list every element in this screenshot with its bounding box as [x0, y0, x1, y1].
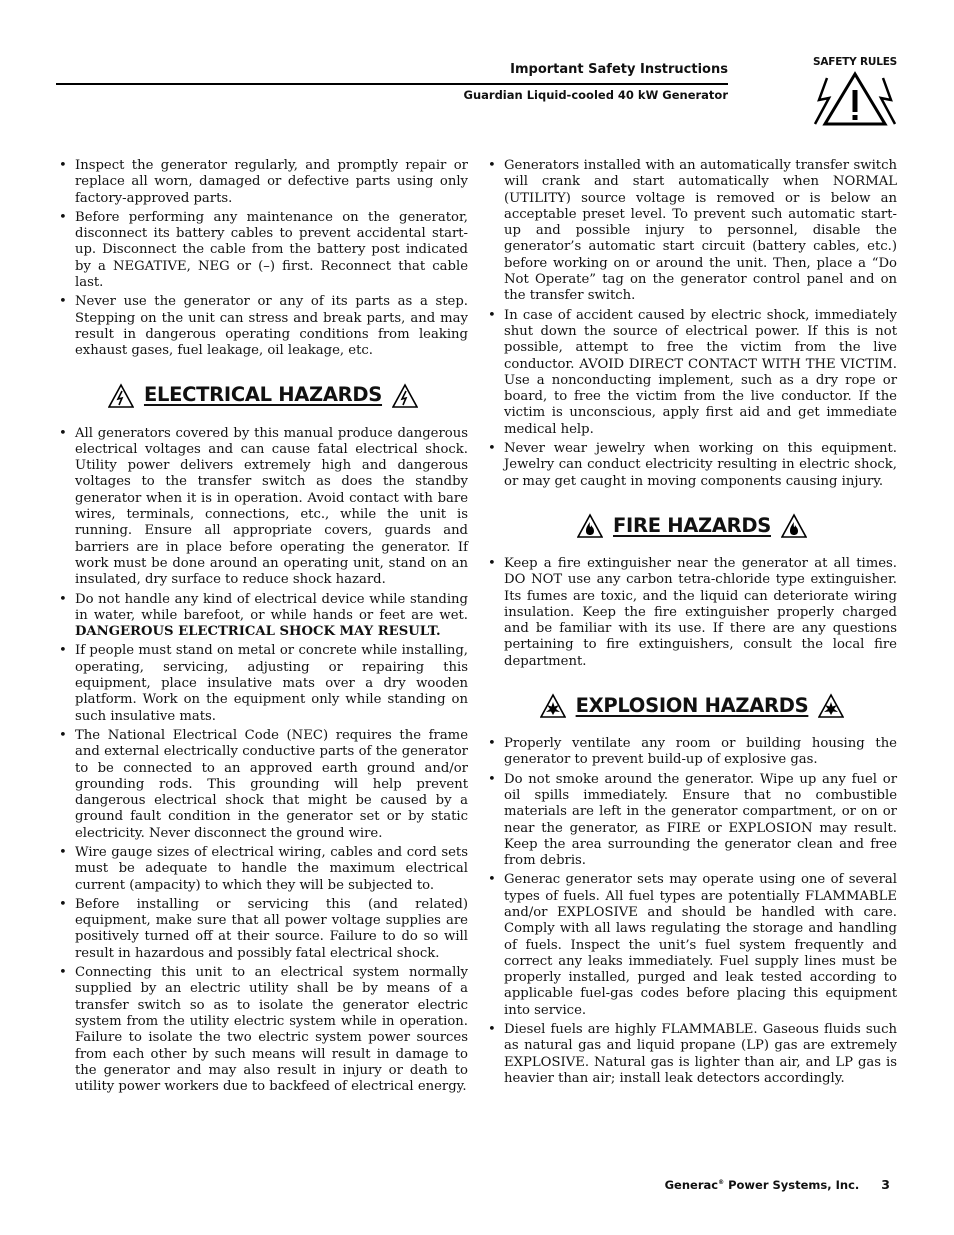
- fire-hazards-list: [487, 556, 897, 670]
- fire-warning-icon: [577, 513, 603, 539]
- section-title: FIRE HAZARDS: [613, 513, 771, 537]
- explosion-hazards-heading: [487, 690, 897, 722]
- list-item: • The National Electrical Code (NEC) requires the frame and external electrically conductive parts of the generator to be connected to an approved earth ground and/or grounding rods. This grounding will help prevent dangerous electrical shock that might be caused by a ground fault condition in the generator set or by static electricity. Never disconnect the ground wire.: [58, 728, 468, 842]
- electrical-warning-icon: [392, 383, 418, 409]
- footer-company-rest: Power Systems, Inc.: [724, 1178, 860, 1192]
- safety-rules-badge: [810, 56, 900, 128]
- list-item: • Before performing any maintenance on the generator, disconnect its battery cables to prevent accidental start-up. Disconnect the cable from the battery post indicated by a NEGATIVE, NEG or (–) first. Reconnect that cable last.: [58, 210, 468, 291]
- electrical-hazards-list: [58, 426, 468, 1096]
- list-item: • Inspect the generator regularly, and promptly repair or replace all worn, damaged or defective parts using only factory-approved parts.: [58, 158, 468, 207]
- list-item: • Wire gauge sizes of electrical wiring, cables and cord sets must be adequate to handle the maximum electrical current (ampacity) to which they will be subjected to.: [58, 845, 468, 894]
- list-item: • Diesel fuels are highly FLAMMABLE. Gaseous fluids such as natural gas and liquid propane (LP) gas are extremely EXPLOSIVE. Natural gas is lighter than air, and LP gas is heavier than air; install leak detectors accordingly.: [487, 1022, 897, 1087]
- header-title: Important Safety Instructions: [510, 62, 728, 77]
- electrical-hazards-heading: [58, 380, 468, 412]
- list-item: • If people must stand on metal or concrete while installing, operating, servicing, adjusting or repairing this equipment, place insulative mats over a dry wooden platform. Work on the equipment only while standing on such insulative mats.: [58, 643, 468, 724]
- list-item: • Generac generator sets may operate using one of several types of fuels. All fuel types are potentially FLAMMABLE and/or EXPLOSIVE and should be handled with care. Comply with all laws regulating the storage and handling of fuels. Inspect the unit’s fuel system frequently and correct any leaks immediately. Fuel supply lines must be properly installed, purged and leak tested according to applicable fuel-gas codes before placing this equipment into service.: [487, 872, 897, 1019]
- list-item: • In case of accident caused by electric shock, immediately shut down the source of electrical power. If this is not possible, attempt to free the victim from the live conductor. AVOID DIRECT CONTACT WITH THE VICTIM. Use a nonconducting implement, such as a dry rope or board, to free the victim from the live conductor. If the victim is unconscious, apply first aid and get immediate medical help.: [487, 308, 897, 438]
- section-title: ELECTRICAL HAZARDS: [143, 383, 383, 407]
- page-number: 3: [881, 1177, 890, 1192]
- startup-safety-list: [487, 158, 897, 490]
- header-rule: [56, 83, 728, 85]
- footer-company: Generac: [664, 1178, 719, 1192]
- list-item: • Generators installed with an automatically transfer switch will crank and start automatically when NORMAL (UTILITY) source voltage is removed or is below an acceptable preset level. To prevent such automatic start-up and possible injury to personnel, disable the generator’s automatic start circuit (battery cables, etc.) before working on or around the unit. Then, place a “Do Not Operate” tag on the generator control panel and on the transfer switch.: [487, 158, 897, 305]
- registered-mark: ®: [718, 1179, 725, 1187]
- list-item: • All generators covered by this manual produce dangerous electrical voltages and can cause fatal electrical shock. Utility power delivers extremely high and dangerous voltages to the transfer switch as does the standby generator when it is in operation. Avoid contact with bare wires, terminals, connections, etc., while the unit is running. Ensure all appropriate covers, guards and barriers are in place before operating the generator. If work must be done around an operating unit, stand on an insulated, dry surface to reduce shock hazard.: [58, 426, 468, 589]
- explosion-hazards-list: [487, 736, 897, 1087]
- list-item: • Do not smoke around the generator. Wipe up any fuel or oil spills immediately. Ensure that no combustible materials are left in the generator compartment, or on or near the generator, as FIRE or EXPLOSION may result. Keep the area surrounding the generator clean and free from debris.: [487, 772, 897, 870]
- header-subtitle: Guardian Liquid-cooled 40 kW Generator: [463, 88, 728, 102]
- list-item: • Keep a fire extinguisher near the generator at all times. DO NOT use any carbon tetra-chloride type extinguisher. Its fumes are toxic, and the liquid can deteriorate wiring insulation. Keep the fire extinguisher properly charged and be familiar with its use. If there are any questions pertaining to fire extinguishers, consult the local fire department.: [487, 556, 897, 670]
- explosion-warning-icon: [540, 693, 566, 719]
- general-safety-list: [58, 158, 468, 360]
- electrical-warning-icon: [108, 383, 134, 409]
- danger-warning-text: DANGEROUS ELECTRICAL SHOCK MAY RESULT.: [75, 624, 441, 640]
- list-item: • Never use the generator or any of its parts as a step. Stepping on the unit can stress and break parts, and may result in dangerous operating conditions from leaking exhaust gases, fuel leakage, oil leakage, etc.: [58, 294, 468, 359]
- page-footer: [665, 1177, 890, 1192]
- explosion-warning-icon: [818, 693, 844, 719]
- list-item: [58, 592, 468, 641]
- right-column: [487, 158, 897, 1090]
- fire-hazards-heading: [487, 510, 897, 542]
- list-item: • Before installing or servicing this (and related) equipment, make sure that all power voltage supplies are positively turned off at their source. Failure to do so will result in hazardous and possibly fatal electrical shock.: [58, 897, 468, 962]
- list-item-text: Do not handle any kind of electrical device while standing in water, while barefoot, or while hands or feet are wet.: [75, 591, 468, 623]
- safety-rules-label: SAFETY RULES: [812, 56, 898, 68]
- section-title: EXPLOSION HAZARDS: [575, 693, 809, 717]
- list-item: • Never wear jewelry when working on this equipment. Jewelry can conduct electricity resulting in electric shock, or may get caught in moving components causing injury.: [487, 441, 897, 490]
- lightning-warning-icon: [813, 70, 897, 126]
- list-item: • Properly ventilate any room or building housing the generator to prevent build-up of explosive gas.: [487, 736, 897, 769]
- list-item: • Connecting this unit to an electrical system normally supplied by an electric utility shall be by means of a transfer switch so as to isolate the generator electric system from the utility electric system while in operation. Failure to isolate the two electric system power sources from each other by such means will result in damage to the generator and may also result in injury or death to utility power workers due to backfeed of electrical energy.: [58, 965, 468, 1095]
- fire-warning-icon: [781, 513, 807, 539]
- left-column: [58, 158, 468, 1098]
